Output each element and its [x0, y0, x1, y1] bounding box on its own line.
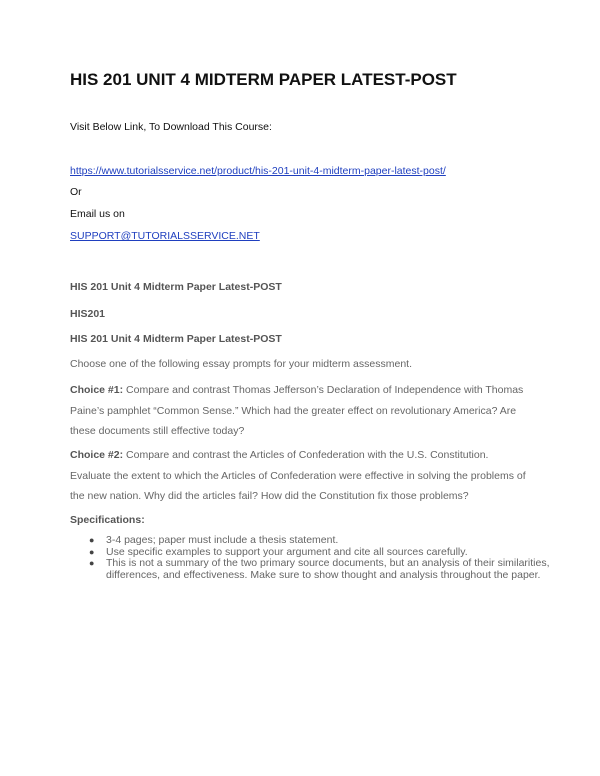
bullet-icon: ●: [89, 546, 95, 557]
or-text: Or: [70, 186, 82, 198]
spec-text-3: This is not a summary of the two primary source documents, but an analysis of their similarities, differences, and effectiveness. Make sure to show thought and analysis throughout the paper.: [106, 557, 550, 581]
choice-1-paragraph: [70, 380, 530, 442]
support-email-link[interactable]: SUPPORT@TUTORIALSSERVICE.NET: [70, 230, 260, 242]
choice-1-text: Compare and contrast Thomas Jefferson’s Declaration of Independence with Thomas Paine’s pamphlet “Common Sense.” Which had the greater effect on revolutionary America? Are these documents still effective today?: [70, 384, 524, 437]
specifications-heading: Specifications:: [70, 514, 145, 526]
list-item: [89, 557, 566, 581]
document-title: HIS 201 UNIT 4 MIDTERM PAPER LATEST-POST: [70, 70, 457, 89]
section-heading-2: HIS201: [70, 308, 106, 320]
choice-2-paragraph: [70, 445, 530, 507]
choice-2-text: Compare and contrast the Articles of Confederation with the U.S. Constitution. Evaluate the extent to which the Articles of Confederation were effective in solving the problems of the new nation. Why did the articles fail? How did the Constitution fix those problems?: [70, 449, 526, 502]
specifications-list: [70, 535, 566, 581]
prompt-intro: Choose one of the following essay prompts for your midterm assessment.: [70, 358, 412, 370]
bullet-icon: ●: [89, 558, 95, 568]
email-label: Email us on: [70, 208, 125, 220]
spec-text-2: Use specific examples to support your argument and cite all sources carefully.: [106, 545, 468, 558]
bullet-icon: ●: [89, 535, 95, 545]
section-heading-3: HIS 201 Unit 4 Midterm Paper Latest-POST: [70, 333, 282, 345]
section-heading-1: HIS 201 Unit 4 Midterm Paper Latest-POST: [70, 281, 282, 293]
intro-text: Visit Below Link, To Download This Course:: [70, 121, 272, 133]
course-download-link[interactable]: https://www.tutorialsservice.net/product/his-201-unit-4-midterm-paper-latest-post/: [70, 165, 446, 177]
choice-2-label: Choice #2:: [70, 449, 124, 461]
choice-1-label: Choice #1:: [70, 384, 124, 396]
spec-text-1: 3-4 pages; paper must include a thesis statement.: [106, 534, 339, 546]
